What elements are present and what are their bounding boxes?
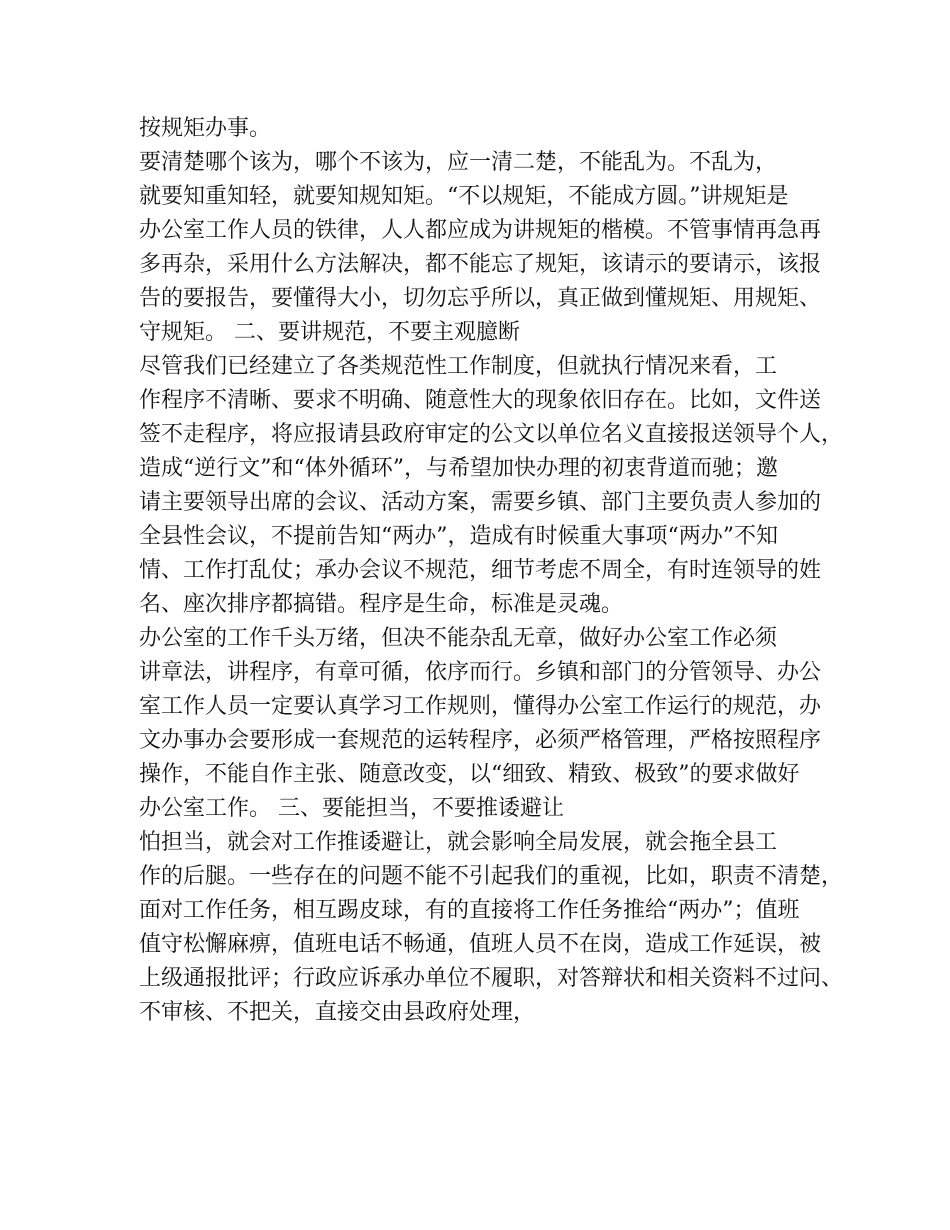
text-line: 怕担当，就会对工作推诿避让，就会影响全局发展，就会拖全县工	[139, 830, 778, 855]
text-line: 上级通报批评；行政应诉承办单位不履职，对答辩状和相关资料不过问、	[139, 966, 844, 991]
text-line: 办公室工作人员的铁律，人人都应成为讲规矩的楷模。不管事情再急再	[139, 218, 822, 243]
text-line: 作程序不清晰、要求不明确、随意性大的现象依旧存在。比如，文件送	[139, 388, 822, 413]
text-line: 面对工作任务，相互踢皮球，有的直接将工作任务推给“两办”；值班	[139, 898, 800, 923]
text-line: 操作，不能自作主张、随意改变，以“细致、精致、极致”的要求做好	[139, 762, 800, 787]
text-line: 按规矩办事。	[139, 116, 272, 141]
text-line: 尽管我们已经建立了各类规范性工作制度，但就执行情况来看，工	[139, 354, 778, 379]
text-line: 请主要领导出席的会议、活动方案，需要乡镇、部门主要负责人参加的	[139, 490, 822, 515]
text-line: 文办事办会要形成一套规范的运转程序，必须严格管理，严格按照程序	[139, 728, 822, 753]
text-line: 办公室工作。 三、要能担当，不要推诿避让	[139, 796, 564, 821]
text-line: 签不走程序，将应报请县政府审定的公文以单位名义直接报送领导个人，	[139, 422, 844, 447]
text-line: 名、座次排序都搞错。程序是生命，标准是灵魂。	[139, 592, 624, 617]
text-line: 造成“逆行文”和“体外循环”，与希望加快办理的初衷背道而驰；邀	[139, 456, 778, 481]
text-line: 作的后腿。一些存在的问题不能不引起我们的重视，比如，职责不清楚，	[139, 864, 844, 889]
text-line: 守规矩。 二、要讲规范，不要主观臆断	[139, 320, 520, 345]
document-body	[139, 112, 844, 1030]
text-line: 全县性会议，不提前告知“两办”，造成有时候重大事项“两办”不知	[139, 524, 778, 549]
text-line: 告的要报告，要懂得大小，切勿忘乎所以，真正做到懂规矩、用规矩、	[139, 286, 822, 311]
text-line: 值守松懈麻痹，值班电话不畅通，值班人员不在岗，造成工作延误，被	[139, 932, 822, 957]
text-line: 要清楚哪个该为，哪个不该为，应一清二楚，不能乱为。不乱为，	[139, 150, 778, 175]
text-line: 讲章法，讲程序，有章可循，依序而行。乡镇和部门的分管领导、办公	[139, 660, 822, 685]
text-line: 不审核、不把关，直接交由县政府处理，	[139, 1000, 536, 1025]
text-line: 室工作人员一定要认真学习工作规则，懂得办公室工作运行的规范，办	[139, 694, 822, 719]
text-line: 办公室的工作千头万绪，但决不能杂乱无章，做好办公室工作必须	[139, 626, 778, 651]
text-line: 就要知重知轻，就要知规知矩。“不以规矩，不能成方圆。”讲规矩是	[139, 184, 789, 209]
text-line: 情、工作打乱仗；承办会议不规范，细节考虑不周全，有时连领导的姓	[139, 558, 822, 583]
text-line: 多再杂，采用什么方法解决，都不能忘了规矩，该请示的要请示，该报	[139, 252, 822, 277]
